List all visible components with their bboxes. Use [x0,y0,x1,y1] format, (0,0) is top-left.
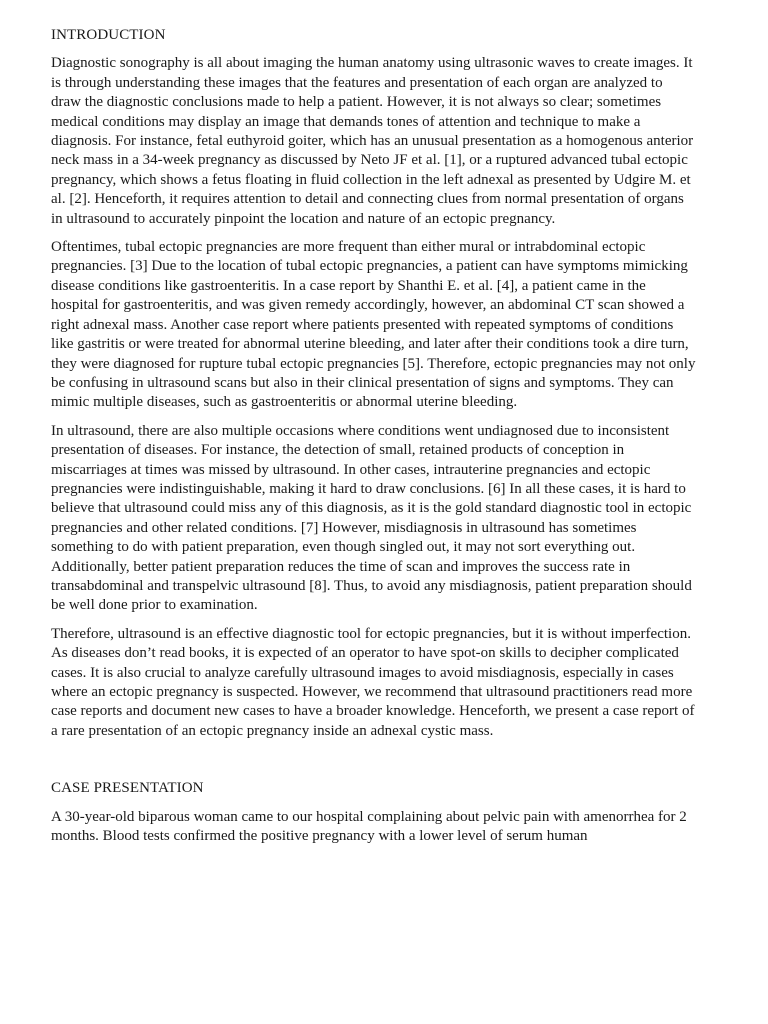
introduction-paragraph-3: In ultrasound, there are also multiple occasions where conditions went undiagnosed due to inconsistent presentation of diseases. For instance, the detection of small, retained products of conception in miscarriages at times was missed by ultrasound. In other cases, intrauterine pregnancies and ectopic pregnancies were indistinguishable, making it hard to draw conclusions. [6] In all these cases, it is hard to believe that ultrasound could miss any of this diagnosis, as it is the gold standard diagnostic tool in ectopic pregnancies and other related conditions. [7] However, misdiagnosis in ultrasound has sometimes something to do with patient preparation, even though singled out, it may not sort everything out. Additionally, better patient preparation reduces the time of scan and improves the success rate in transabdominal and transpelvic ultrasound [8]. Thus, to avoid any misdiagnosis, patient preparation should be well done prior to examination. [51,422,692,614]
document-page [51,26,696,855]
case-presentation-heading: CASE PRESENTATION [51,780,204,797]
introduction-paragraph-2: Oftentimes, tubal ectopic pregnancies are more frequent than either mural or intrabdominal ectopic pregnancies. [3] Due to the location of tubal ectopic pregnancies, a patient can have symptoms mimicking disease conditions like gastroenteritis. In a case report by Shanthi E. et al. [4], a patient came in the hospital for gastroenteritis, and was given remedy accordingly, however, an abdominal CT scan showed a right adnexal mass. Another case report where patients presented with repeated symptoms of conditions like gastritis or were treated for abnormal uterine bleeding, and later after their conditions took a dire turn, they were diagnosed for rupture tubal ectopic pregnancies [5]. Therefore, ectopic pregnancies may not only be confusing in ultrasound scans but also in their clinical presentation of signs and symptoms. They can mimic multiple diseases, such as gastroenteritis or abnormal uterine bleeding. [51,239,696,411]
introduction-section [51,26,696,741]
case-presentation-section [51,779,696,846]
section-spacer [51,750,696,779]
introduction-paragraph-4: Therefore, ultrasound is an effective diagnostic tool for ectopic pregnancies, but it is without imperfection. As diseases don’t read books, it is expected of an operator to have spot-on skills to decipher complicated cases. It is also crucial to analyze carefully ultrasound images to avoid misdiagnosis, especially in cases where an ectopic pregnancy is suspected. However, we recommend that ultrasound practitioners read more case reports and document new cases to have a broader knowledge. Henceforth, we present a case report of a rare presentation of an ectopic pregnancy inside an adnexal cystic mass. [51,625,695,739]
introduction-paragraph-1: Diagnostic sonography is all about imaging the human anatomy using ultrasonic waves to create images. It is through understanding these images that the features and presentation of each organ are analyzed to draw the diagnostic conclusions made to help a patient. However, it is not always so clear; sometimes medical conditions may display an image that demands tones of attention and technique to make a diagnosis. For instance, fetal euthyroid goiter, which has an unusual presentation as a homogenous anterior neck mass in a 34-week pregnancy as discussed by Neto JF et al. [1], or a ruptured advanced tubal ectopic pregnancy, which shows a fetus floating in fluid collection in the left adnexal as presented by Udgire M. et al. [2]. Henceforth, it requires attention to detail and connecting clues from normal presentation of organs in ultrasound to accurately pinpoint the location and nature of an ectopic pregnancy. [51,55,694,227]
case-presentation-paragraph-1: A 30-year-old biparous woman came to our hospital complaining about pelvic pain with amenorrhea for 2 months. Blood tests confirmed the positive pregnancy with a lower level of serum human [51,808,687,845]
introduction-heading: INTRODUCTION [51,27,166,43]
